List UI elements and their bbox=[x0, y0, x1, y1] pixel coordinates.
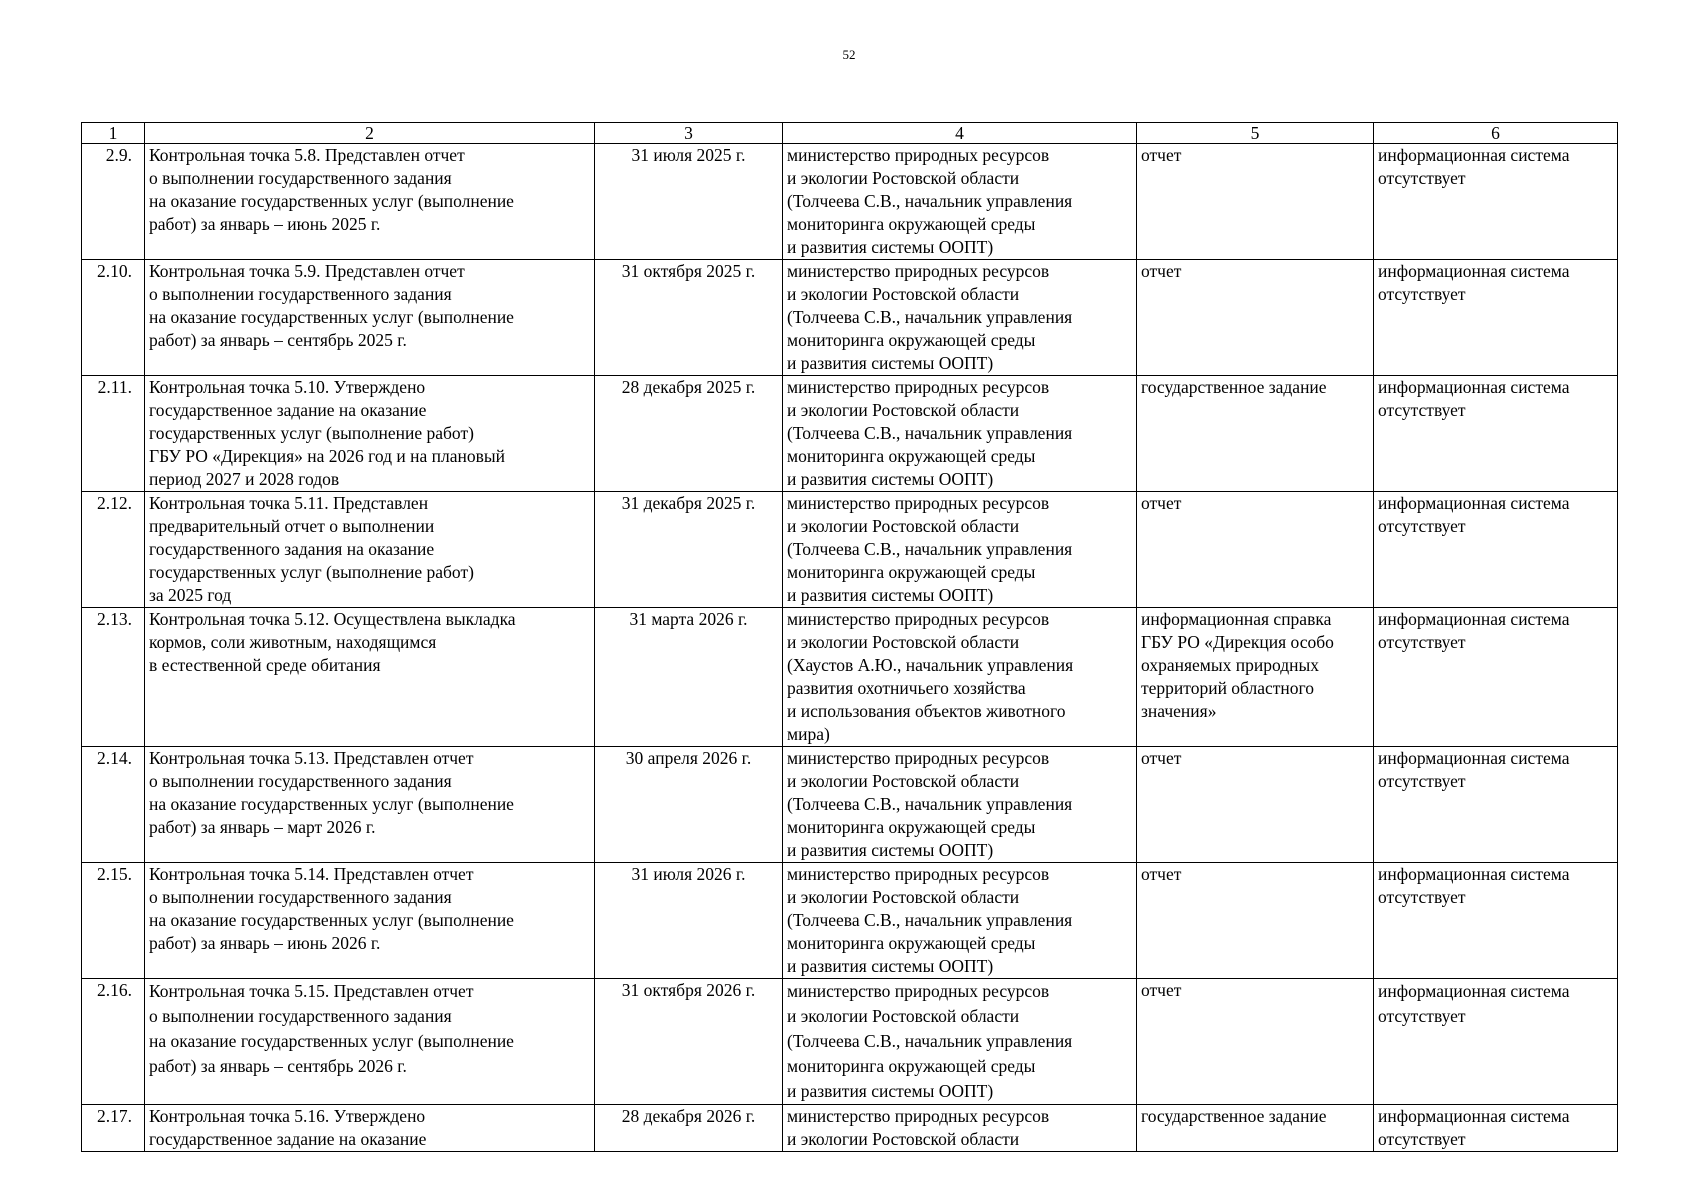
information-system: информационная система отсутствует bbox=[1374, 492, 1618, 608]
document-type: информационная справка ГБУ РО «Дирекция особо охраняемых природных территорий областного значения» bbox=[1137, 608, 1374, 747]
document-type: отчет bbox=[1137, 260, 1374, 376]
information-system: информационная система отсутствует bbox=[1374, 144, 1618, 260]
row-number: 2.17. bbox=[82, 1105, 145, 1152]
plan-table bbox=[81, 122, 1618, 1152]
page-number: 52 bbox=[842, 47, 856, 62]
column-header-4: 4 bbox=[783, 123, 1137, 144]
due-date: 31 октября 2025 г. bbox=[595, 260, 783, 376]
due-date: 31 октября 2026 г. bbox=[595, 979, 783, 1105]
row-number: 2.9. bbox=[82, 144, 145, 260]
header-row bbox=[82, 123, 1618, 144]
information-system: информационная система отсутствует bbox=[1374, 1105, 1618, 1152]
information-system: информационная система отсутствует bbox=[1374, 863, 1618, 979]
event-description: Контрольная точка 5.15. Представлен отчет о выполнении государственного задания на оказание государственных услуг (выполнение работ) за январь – сентябрь 2026 г. bbox=[145, 979, 595, 1105]
column-header-1: 1 bbox=[82, 123, 145, 144]
event-description: Контрольная точка 5.9. Представлен отчет о выполнении государственного задания на оказание государственных услуг (выполнение работ) за январь – сентябрь 2025 г. bbox=[145, 260, 595, 376]
table-row bbox=[82, 492, 1618, 608]
event-description: Контрольная точка 5.8. Представлен отчет о выполнении государственного задания на оказание государственных услуг (выполнение работ) за январь – июнь 2025 г. bbox=[145, 144, 595, 260]
document-type: отчет bbox=[1137, 492, 1374, 608]
document-type: отчет bbox=[1137, 144, 1374, 260]
responsible-executor: министерство природных ресурсов и экологии Ростовской области (Толчеева С.В., начальник управления мониторинга окружающей среды и развития системы ООПТ) bbox=[783, 863, 1137, 979]
column-header-6: 6 bbox=[1374, 123, 1618, 144]
information-system: информационная система отсутствует bbox=[1374, 979, 1618, 1105]
due-date: 31 марта 2026 г. bbox=[595, 608, 783, 747]
event-description: Контрольная точка 5.13. Представлен отчет о выполнении государственного задания на оказание государственных услуг (выполнение работ) за январь – март 2026 г. bbox=[145, 747, 595, 863]
table-row bbox=[82, 979, 1618, 1105]
due-date: 31 июля 2025 г. bbox=[595, 144, 783, 260]
event-description: Контрольная точка 5.14. Представлен отчет о выполнении государственного задания на оказание государственных услуг (выполнение работ) за январь – июнь 2026 г. bbox=[145, 863, 595, 979]
responsible-executor: министерство природных ресурсов и экологии Ростовской области (Хаустов А.Ю., начальник управления развития охотничьего хозяйства и использования объектов животного мира) bbox=[783, 608, 1137, 747]
table-row bbox=[82, 260, 1618, 376]
responsible-executor: министерство природных ресурсов и экологии Ростовской области (Толчеева С.В., начальник управления мониторинга окружающей среды и развития системы ООПТ) bbox=[783, 747, 1137, 863]
responsible-executor: министерство природных ресурсов и экологии Ростовской области (Толчеева С.В., начальник управления мониторинга окружающей среды и развития системы ООПТ) bbox=[783, 260, 1137, 376]
due-date: 28 декабря 2026 г. bbox=[595, 1105, 783, 1152]
row-number: 2.10. bbox=[82, 260, 145, 376]
row-number: 2.12. bbox=[82, 492, 145, 608]
event-description: Контрольная точка 5.16. Утверждено государственное задание на оказание bbox=[145, 1105, 595, 1152]
table-row bbox=[82, 144, 1618, 260]
responsible-executor: министерство природных ресурсов и экологии Ростовской области bbox=[783, 1105, 1137, 1152]
table-row bbox=[82, 1105, 1618, 1152]
table-row bbox=[82, 863, 1618, 979]
due-date: 30 апреля 2026 г. bbox=[595, 747, 783, 863]
table-row bbox=[82, 747, 1618, 863]
row-number: 2.15. bbox=[82, 863, 145, 979]
information-system: информационная система отсутствует bbox=[1374, 260, 1618, 376]
document-type: отчет bbox=[1137, 979, 1374, 1105]
column-header-5: 5 bbox=[1137, 123, 1374, 144]
row-number: 2.14. bbox=[82, 747, 145, 863]
row-number: 2.13. bbox=[82, 608, 145, 747]
row-number: 2.11. bbox=[82, 376, 145, 492]
information-system: информационная система отсутствует bbox=[1374, 608, 1618, 747]
column-header-2: 2 bbox=[145, 123, 595, 144]
column-header-3: 3 bbox=[595, 123, 783, 144]
document-type: отчет bbox=[1137, 863, 1374, 979]
due-date: 28 декабря 2025 г. bbox=[595, 376, 783, 492]
event-description: Контрольная точка 5.12. Осуществлена выкладка кормов, соли животным, находящимся в естественной среде обитания bbox=[145, 608, 595, 747]
information-system: информационная система отсутствует bbox=[1374, 376, 1618, 492]
event-description: Контрольная точка 5.10. Утверждено государственное задание на оказание государственных услуг (выполнение работ) ГБУ РО «Дирекция» на 2026 год и на плановый период 2027 и 2028 годов bbox=[145, 376, 595, 492]
responsible-executor: министерство природных ресурсов и экологии Ростовской области (Толчеева С.В., начальник управления мониторинга окружающей среды и развития системы ООПТ) bbox=[783, 492, 1137, 608]
information-system: информационная система отсутствует bbox=[1374, 747, 1618, 863]
row-number: 2.16. bbox=[82, 979, 145, 1105]
due-date: 31 июля 2026 г. bbox=[595, 863, 783, 979]
responsible-executor: министерство природных ресурсов и экологии Ростовской области (Толчеева С.В., начальник управления мониторинга окружающей среды и развития системы ООПТ) bbox=[783, 144, 1137, 260]
event-description: Контрольная точка 5.11. Представлен предварительный отчет о выполнении государственного задания на оказание государственных услуг (выполнение работ) за 2025 год bbox=[145, 492, 595, 608]
document-type: государственное задание bbox=[1137, 376, 1374, 492]
document-type: отчет bbox=[1137, 747, 1374, 863]
table-row bbox=[82, 608, 1618, 747]
due-date: 31 декабря 2025 г. bbox=[595, 492, 783, 608]
document-type: государственное задание bbox=[1137, 1105, 1374, 1152]
responsible-executor: министерство природных ресурсов и экологии Ростовской области (Толчеева С.В., начальник управления мониторинга окружающей среды и развития системы ООПТ) bbox=[783, 979, 1137, 1105]
table-row bbox=[82, 376, 1618, 492]
responsible-executor: министерство природных ресурсов и экологии Ростовской области (Толчеева С.В., начальник управления мониторинга окружающей среды и развития системы ООПТ) bbox=[783, 376, 1137, 492]
